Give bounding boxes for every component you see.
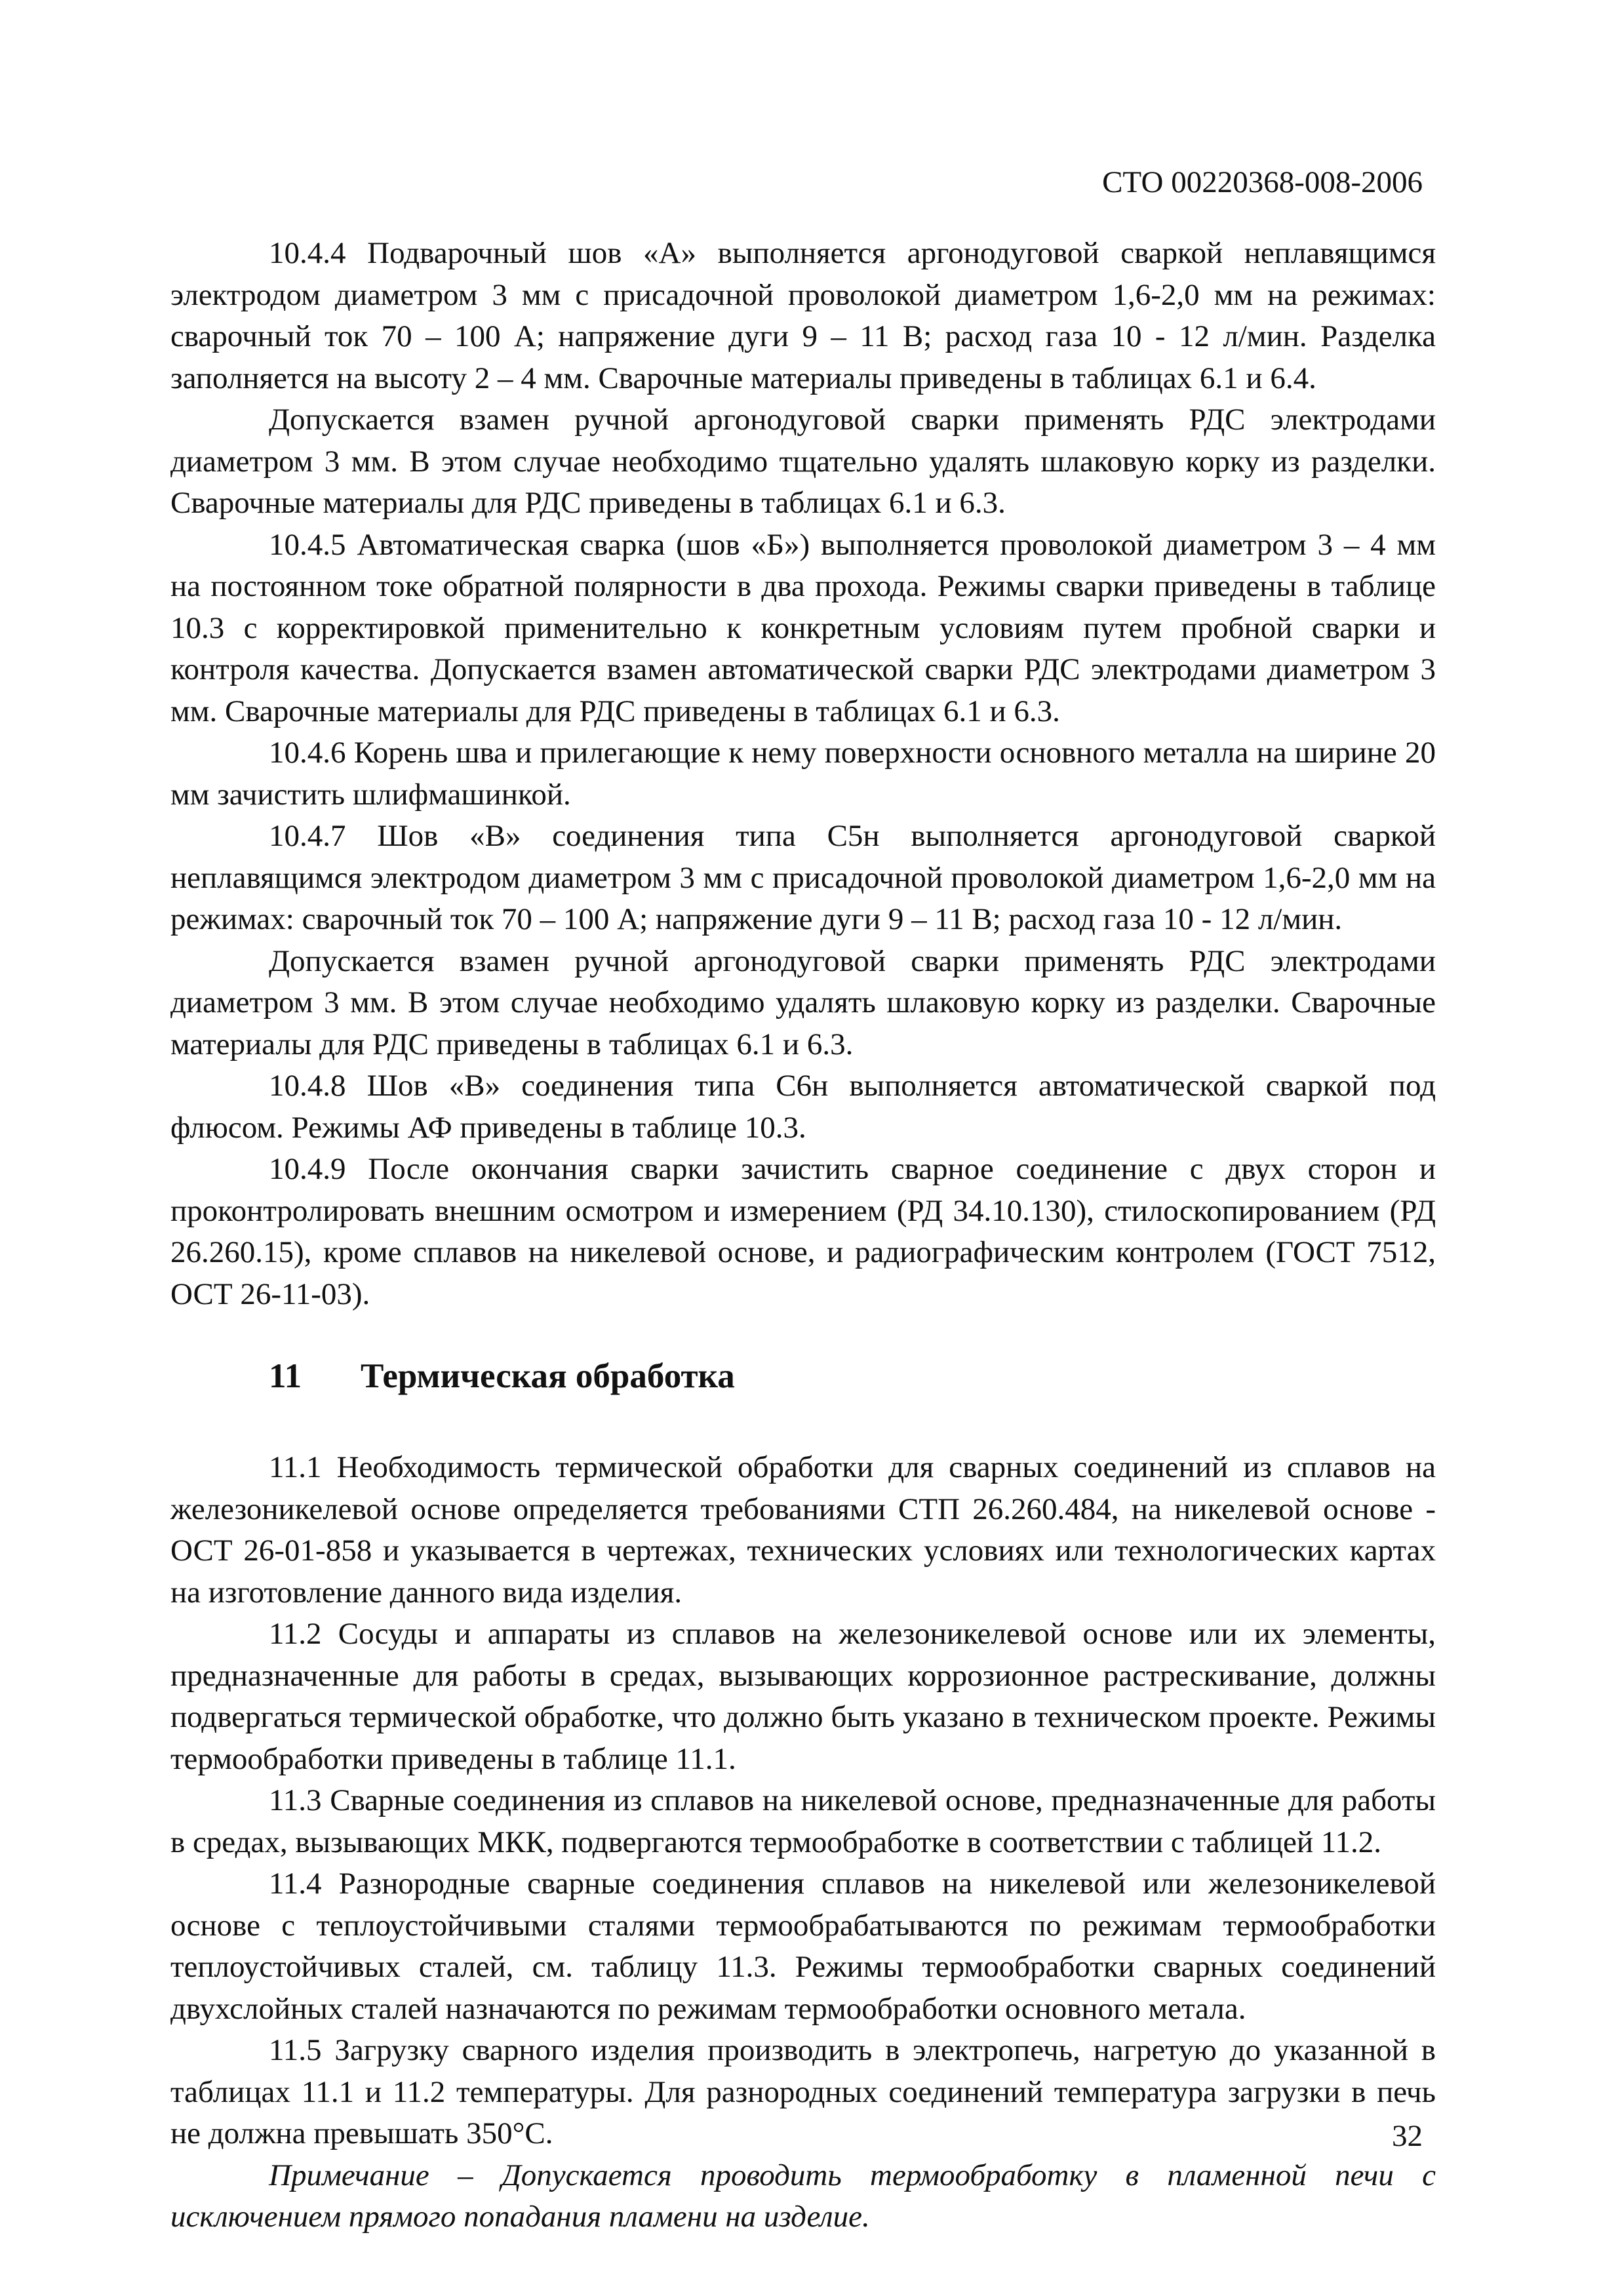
paragraph-10-4-6: 10.4.6 Корень шва и прилегающие к нему поверхности основного металла на ширине 20 мм зачистить шлифмашинкой. — [170, 736, 1436, 812]
paragraph-10-4-8: 10.4.8 Шов «В» соединения типа С6н выполняется автоматической сваркой под флюсом. Режимы АФ приведены в таблице 10.3. — [170, 1069, 1436, 1145]
paragraph-11-4: 11.4 Разнородные сварные соединения сплавов на никелевой или железоникелевой основе с теплоустойчивыми сталями термообрабатываются по режимам термообработки теплоустойчивых сталей, см. таблицу 11.3. Режимы термообработки сварных соединений двухслойных сталей назначаются по режимам термообработки основного метала. — [170, 1867, 1436, 2026]
section-title: Термическая обработка — [361, 1357, 735, 1395]
paragraph-10-4-7: 10.4.7 Шов «В» соединения типа С5н выполняется аргонодуговой сваркой неплавящимся электродом диаметром 3 мм с присадочной проволокой диаметром 1,6-2,0 мм на режимах: сварочный ток 70 – 100 А; напряжение дуги 9 – 11 В; расход газа 10 - 12 л/мин. — [170, 819, 1436, 936]
paragraph-10-4-9: 10.4.9 После окончания сварки зачистить сварное соединение с двух сторон и проконтролировать внешним осмотром и измерением (РД 34.10.130), стилоскопированием (РД 26.260.15), кроме сплавов на никелевой основе, и радиографическим контролем (ГОСТ 7512, ОСТ 26-11-03). — [170, 1152, 1436, 1311]
section-heading — [170, 1355, 1436, 1398]
paragraph-11-3: 11.3 Сварные соединения из сплавов на никелевой основе, предназначенные для работы в средах, вызывающих МКК, подвергаются термообработке в соответствии с таблицей 11.2. — [170, 1783, 1436, 1859]
section-number: 11 — [269, 1357, 302, 1395]
paragraph-10-4-4-allowance: Допускается взамен ручной аргонодуговой сварки применять РДС электродами диаметром 3 мм. В этом случае необходимо тщательно удалять шлаковую корку из разделки. Сварочные материалы для РДС приведены в таблицах 6.1 и 6.3. — [170, 403, 1436, 520]
paragraph-11-2: 11.2 Сосуды и аппараты из сплавов на железоникелевой основе или их элементы, предназначенные для работы в средах, вызывающих коррозионное растрескивание, должны подвергаться термической обработке, что должно быть указано в техническом проекте. Режимы термообработки приведены в таблице 11.1. — [170, 1617, 1436, 1776]
note-paragraph: Примечание – Допускается проводить термообработку в пламенной печи с исключением прямого попадания пламени на изделие. — [170, 2158, 1436, 2234]
paragraph-10-4-5: 10.4.5 Автоматическая сварка (шов «Б») выполняется проволокой диаметром 3 – 4 мм на постоянном токе обратной полярности в два прохода. Режимы сварки приведены в таблице 10.3 с корректировкой применительно к конкретным условиям путем пробной сварки и контроля качества. Допускается взамен автоматической сварки РДС электродами диаметром 3 мм. Сварочные материалы для РДС приведены в таблицах 6.1 и 6.3. — [170, 527, 1436, 728]
page-number: 32 — [1392, 2119, 1423, 2153]
document-body — [170, 233, 1436, 2238]
paragraph-11-5: 11.5 Загрузку сварного изделия производить в электропечь, нагретую до указанной в таблицах 11.1 и 11.2 температуры. Для разнородных соединений температура загрузки в печь не должна превышать 350°С. — [170, 2033, 1436, 2150]
paragraph-10-4-4: 10.4.4 Подварочный шов «А» выполняется аргонодуговой сваркой неплавящимся электродом диаметром 3 мм с присадочной проволокой диаметром 1,6-2,0 мм на режимах: сварочный ток 70 – 100 А; напряжение дуги 9 – 11 В; расход газа 10 - 12 л/мин. Разделка заполняется на высоту 2 – 4 мм. Сварочные материалы приведены в таблицах 6.1 и 6.4. — [170, 236, 1436, 395]
paragraph-11-1: 11.1 Необходимость термической обработки для сварных соединений из сплавов на железоникелевой основе определяется требованиями СТП 26.260.484, на никелевой основе - ОСТ 26-01-858 и указывается в чертежах, технических условиях или технологических картах на изготовление данного вида изделия. — [170, 1450, 1436, 1610]
document-code: СТО 00220368-008-2006 — [1102, 165, 1423, 199]
paragraph-10-4-7-allowance: Допускается взамен ручной аргонодуговой сварки применять РДС электродами диаметром 3 мм. В этом случае необходимо удалять шлаковую корку из разделки. Сварочные материалы для РДС приведены в таблицах 6.1 и 6.3. — [170, 943, 1436, 1061]
